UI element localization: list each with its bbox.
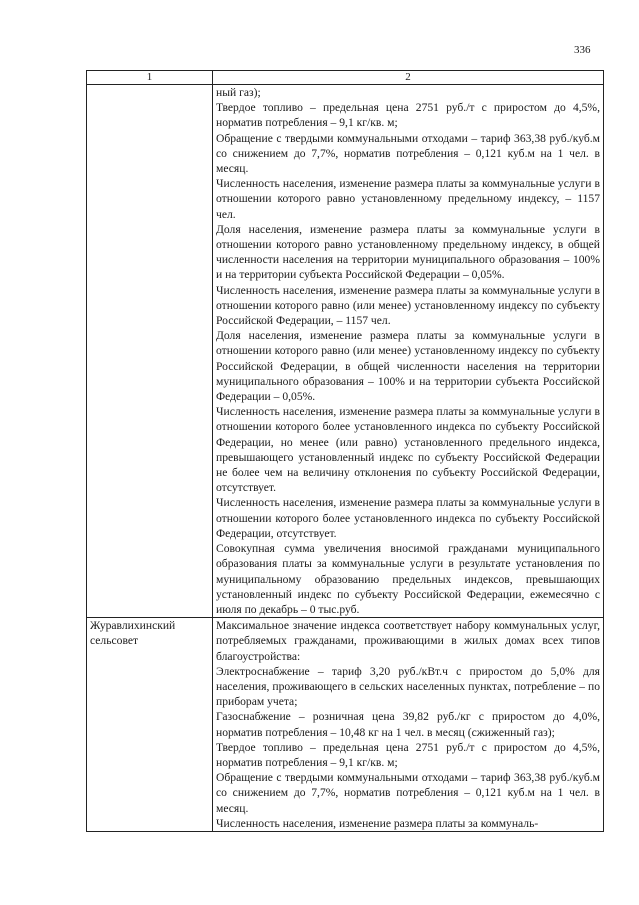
paragraph: Численность населения, изменение размера платы за коммунальные услуги в отношении которого более установленного индекса по субъекту Российской Федерации, отсутствует. (216, 496, 600, 540)
paragraph: Доля населения, изменение размера платы за коммунальные услуги в отношении которого равно установленному предельному индексу, в общей численности населения на территории муниципального образования – 100% и на территории субъекта Российской Федерации – 0,05%. (216, 222, 600, 282)
page-number: 336 (574, 44, 591, 56)
paragraph: Численность населения, изменение размера платы за коммунальные услуги в отношении которого равно (или менее) установленному индексу по субъекту Российской Федерации, – 1157 чел. (216, 283, 600, 328)
table-row (87, 618, 604, 832)
paragraph: Совокупная сумма увеличения вносимой гражданами муниципального образования платы за коммунальные услуги в результате установления по муниципальному образованию предельных индексов, превышающих установленный индекс по субъекту Российской Федерации, ежемесячно с июля по декабрь – 0 тыс.руб. (216, 542, 600, 616)
paragraph: Доля населения, изменение размера платы за коммунальные услуги в отношении которого равно (или менее) установленному индексу по субъекту Российской Федерации, в общей численности населения на территории муниципального образования – 100% и на территории субъекта Российской Федерации – 0,05%. (216, 329, 600, 404)
paragraph: Численность населения, изменение размера платы за коммуналь- (216, 816, 539, 830)
paragraph: Твердое топливо – предельная цена 2751 руб./т с приростом до 4,5%, норматив потребления – 9,1 кг/кв. м; (216, 101, 600, 130)
paragraph: Электроснабжение – тариф 3,20 руб./кВт.ч с приростом до 5,0% для населения, проживающего в сельских населенных пунктах, потребление – по приборам учета; (216, 664, 600, 709)
table-header-row (87, 71, 604, 85)
municipality-name-cell: Журавлихинский сельсовет (87, 618, 213, 832)
paragraph: Обращение с твердыми коммунальными отходами – тариф 363,38 руб./куб.м со снижением до 7,7%, норматив потребления – 0,121 куб.м на 1 чел. в месяц. (216, 771, 600, 815)
paragraph: Твердое топливо – предельная цена 2751 руб./т с приростом до 4,5%, норматив потребления – 9,1 кг/кв. м; (216, 740, 600, 769)
paragraph: Численность населения, изменение размера платы за коммунальные услуги в отношении которого равно установленному предельному индексу, – 1157 чел. (216, 177, 600, 221)
municipality-name-cell (87, 85, 213, 618)
paragraph: Численность населения, изменение размера платы за коммунальные услуги в отношении которого более установленного индекса по субъекту Российской Федерации, но менее (или равно) установленного предельного индекса, превышающего установленный индекс по субъекту Российской Федерации не более чем на величину отклонения по субъекту Российской Федерации, отсутствует. (216, 405, 600, 495)
data-table (86, 70, 604, 832)
description-cell (213, 85, 604, 618)
column-header-1: 1 (87, 71, 213, 85)
paragraph: Газоснабжение – розничная цена 39,82 руб./кг с приростом до 4,0%, норматив потребления – 10,48 кг на 1 чел. в месяц (сжиженный газ); (216, 710, 600, 739)
paragraph: ный газ); (216, 86, 261, 99)
paragraph: Обращение с твердыми коммунальными отходами – тариф 363,38 руб./куб.м со снижением до 7,7%, норматив потребления – 0,121 куб.м на 1 чел. в месяц. (216, 131, 600, 176)
description-cell (213, 618, 604, 832)
table-row (87, 85, 604, 618)
paragraph: Максимальное значение индекса соответствует набору коммунальных услуг, потребляемых гражданами, проживающими в жилых домах всех типов благоустройства: (216, 619, 600, 663)
column-header-2: 2 (213, 71, 604, 85)
